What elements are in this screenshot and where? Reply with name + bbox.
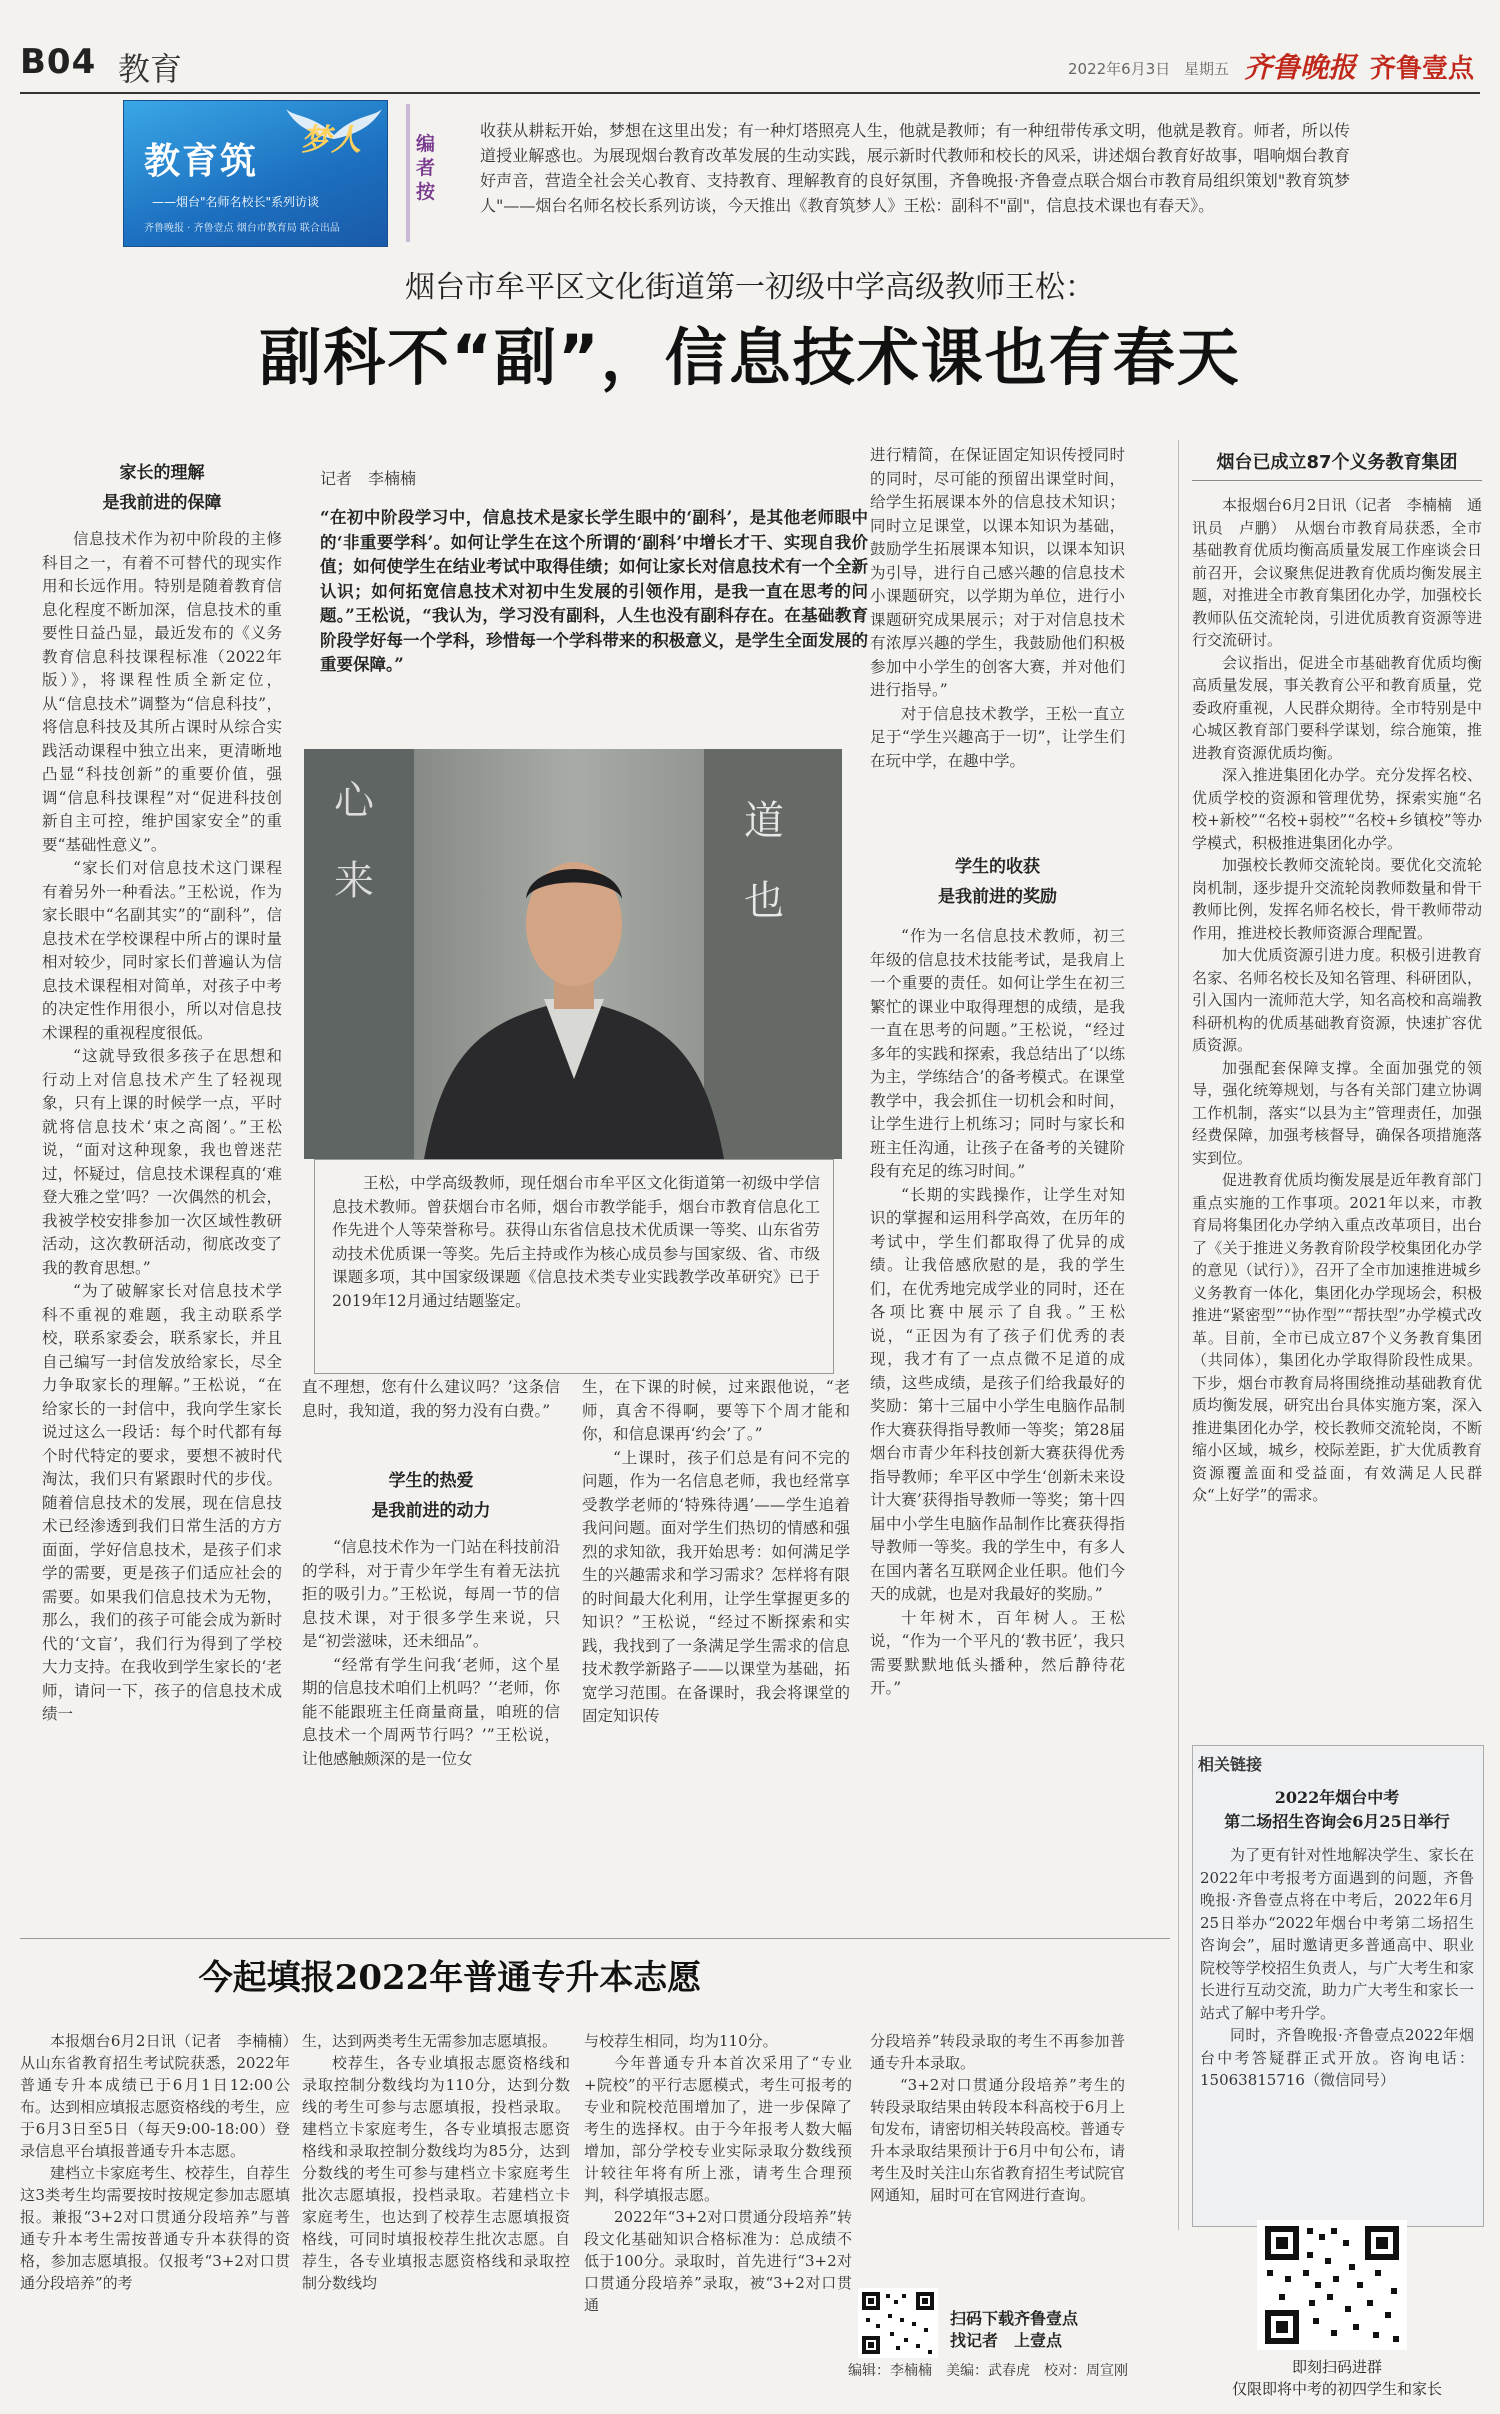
article2-column-2: [302, 2030, 570, 2370]
article-column-1: [42, 528, 282, 1903]
paragraph: “经常有学生问我‘老师，这个星期的信息技术咱们上机吗？’‘老师，你能不能跟班主任商量商量，咱班的信息技术一个周两节行吗？’”王松说，让他感触颇深的是一位女: [302, 1655, 560, 1768]
article-kicker: 烟台市牟平区文化街道第一初级中学高级教师王松：: [405, 270, 1095, 305]
paragraph: 会议指出，促进全市基础教育优质均衡高质量发展，事关教育公平和教育质量，党委政府重视，人民群众期待。全市特别是中心城区教育部门要科学谋划，综合施策，推进教育资源优质均衡。: [1192, 653, 1482, 762]
scan-download-subtitle: 找记者 上壹点: [950, 2331, 1063, 2350]
paragraph: 本报烟台6月2日讯（记者 李楠楠 通讯员 卢鹏） 从烟台市教育局获悉，全市基础教育优质均衡高质量发展工作座谈会日前召开，会议聚焦促进教育优质均衡发展主题，对推进全市教育集团化办学，加强校长教师队伍交流轮岗，引进优质教育资源等进行交流研讨。: [1192, 496, 1482, 649]
article-column-4a: [870, 444, 1125, 844]
header-rule: [20, 92, 1480, 94]
issue-weekday: 星期五: [1184, 60, 1230, 78]
series-banner: [123, 100, 388, 247]
paragraph: 为了更有针对性地解决学生、家长在2022年中考报考方面遇到的问题，齐鲁晚报·齐鲁壹点将在中考后，2022年6月25日举办“2022年烟台中考第二场招生咨询会”，届时邀请更多普通高中、职业院校等学校招生负责人，与广大考生和家长进行互动交流，助力广大考生和家长一站式了解中考升学。: [1200, 1846, 1474, 2022]
col2-subhead-1: 学生的热爱: [388, 1471, 474, 1491]
paragraph: “3+2对口贯通分段培养”考生的转段录取结果由转段本科高校于6月上旬发布，请密切相关转段高校。普通专升本录取结果预计于6月中旬公布，请考生及时关注山东省教育招生考试院官网通知，届时可在官网进行查询。: [870, 2076, 1126, 2204]
portrait-photo: [304, 749, 842, 1159]
paragraph: 深入推进集团化办学。充分发挥名校、优质学校的资源和管理优势，探索实施“名校+新校”“名校+弱校”“名校+乡镇校”等办学模式，积极推进集团化办学。: [1192, 766, 1482, 852]
paragraph: 2022年“3+2对口贯通分段培养”转段文化基础知识合格标准为：总成绩不低于100分。录取时，首先进行“3+2对口贯通分段培养”录取，被“3+2对口贯通: [584, 2208, 852, 2314]
article2-rule: [20, 1938, 1170, 1939]
col4-subhead-2: 是我前进的奖励: [938, 887, 1057, 907]
article2-column-3: [584, 2030, 852, 2370]
paragraph: 生，达到两类考生无需参加志愿填报。: [302, 2032, 558, 2050]
paragraph: 进行精简，在保证固定知识传授同时的同时，尽可能的预留出课堂时间，给学生拓展课本外的信息技术知识；同时立足课堂，以课本知识为基础，鼓励学生拓展课本知识，以课本知识为引导，进行自己感兴趣的信息技术小课题研究，以学期为单位，进行小课题研究成果展示；对于对信息技术有浓厚兴趣的学生，我鼓励他们积极参加中小学生的创客大赛，并对他们进行指导。”: [870, 446, 1125, 699]
article2-column-4: [870, 2030, 1125, 2280]
paragraph: “信息技术作为一门站在科技前沿的学科，对于青少年学生有着无法抗拒的吸引力。”王松说，每周一节的信息技术课，对于很多学生来说，只是“初尝滋味，还未细品”。: [302, 1538, 560, 1650]
lead-paragraph: “在初中阶段学习中，信息技术是家长学生眼中的‘副科’，是其他老师眼中的‘非重要学科’。如何让学生在这个所谓的‘副科’中增长才干、实现自我价值；如何使学生在结业考试中取得佳绩；如何让家长对信息技术有一个全新认识；如何拓宽信息技术对初中生发展的引领作用，是我一直在思考的问题。”王松说，“我认为，学习没有副科，人生也没有副科存在。在基础教育阶段学好每一个学科，珍惜每一个学科带来的积极意义，是学生全面发展的重要保障。”: [320, 508, 868, 674]
paragraph: 加强校长教师交流轮岗。要优化交流轮岗机制，逐步提升交流轮岗教师数量和骨干教师比例，发挥名师名校长，骨干教师带动作用，推进校长教师资源合理配置。: [1192, 856, 1482, 942]
paragraph: “为了破解家长对信息技术学科不重视的难题，我主动联系学校，联系家委会，联系家长，并且自己编写一封信发放给家长，尽全力争取家长的理解。”王松说，“在给家长的一封信中，我向学生家长说过这么一段话：每个时代都有每个时代特定的要求，要想不被时代淘汰，我们只有紧跟时代的步伐。随着信息技术的发展，现在信息技术已经渗透到我们日常生活的方方面面，学好信息技术，是孩子们求学的需要，更是孩子们适应社会的需要。如果我们信息技术为无物，那么，我们的孩子可能会成为新时代的‘文盲’，我们行为得到了学校大力支持。在我收到学生家长的‘老师，请问一下，孩子的信息技术成绩一: [42, 1282, 282, 1723]
sidebar-title-rule: [1192, 480, 1482, 481]
banner-subtitle: ——烟台"名师名校长"系列访谈: [152, 195, 320, 209]
paragraph: 直不理想，您有什么建议吗？’这条信息时，我知道，我的努力没有白费。”: [302, 1378, 560, 1420]
paragraph: 与校荐生相同，均为110分。: [584, 2032, 778, 2050]
col1-subhead-1: 家长的理解: [119, 463, 205, 483]
sidebar-article: [1192, 494, 1482, 1739]
article2-column-1: [20, 2030, 306, 2370]
banner-title-accent: 梦人: [301, 123, 361, 158]
paragraph: “家长们对信息技术这门课程有着另外一种看法。”王松说，作为家长眼中“名副其实”的“副科”，信息技术在学校课程中所占的课时量相对较少，同时家长们普遍认为信息技术课程相对简单，对孩子中考的决定性作用很小，所以对信息技术课程的重视程度很低。: [42, 859, 282, 1042]
related-title-2: 第二场招生咨询会6月25日举行: [1224, 1812, 1450, 1831]
paragraph: 信息技术作为初中阶段的主修科目之一，有着不可替代的现实作用和长远作用。特别是随着教育信息化程度不断加深，信息技术的重要性日益凸显，最近发布的《义务教育信息科技课程标准（2022年版）》，将课程性质全新定位，从“信息技术”调整为“信息科技”，将信息科技及其所占课时从综合实践活动课程中独立出来，更清晰地凸显“科技创新”的重要价值，强调“信息科技课程”对“促进科技创新自主可控，维护国家安全”的重要“基础性意义”。: [42, 530, 282, 854]
qr-caption-2: 仅限即将中考的初四学生和家长: [1231, 2380, 1442, 2398]
paragraph: 分段培养”转段录取的考生不再参加普通专升本录取。: [870, 2032, 1125, 2072]
issue-date: 2022年6月3日: [1068, 60, 1171, 78]
paragraph: 促进教育优质均衡发展是近年教育部门重点实施的工作事项。2021年以来，市教育局将集团化办学纳入重点改革项目，出台了《关于推进义务教育阶段学校集团化办学的意见（试行）》，召开了全市加速推进城乡义务教育一体化，集团化办学现场会，积极推进“紧密型”“协作型”“帮扶型”办学模式改革。目前，全市已成立87个义务教育集团（共同体），集团化办学取得阶段性成果。下步，烟台市教育局将围绕推动基础教育优质均衡发展，研究出台具体实施方案，深入推进集团化办学，校长教师交流轮岗，不断缩小区域，城乡，校际差距，扩大优质教育资源覆盖面和受益面，有效满足人民群众“上好学”的需求。: [1192, 1171, 1482, 1504]
app-download-qr-code[interactable]: [858, 2288, 938, 2358]
article2-headline: 今起填报2022年普通专升本志愿: [198, 1958, 702, 1998]
related-text: [1200, 1844, 1474, 2094]
col1-subhead-2: 是我前进的保障: [102, 493, 222, 513]
wall-char: 道: [744, 798, 784, 844]
paragraph: 本报烟台6月2日讯（记者 李楠楠） 从山东省教育招生考试院获悉，2022年普通专升本成绩已于6月1日12:00公布。达到相应填报志愿资格线的考生，应于6月3日至5日（每天9:00-18:00）登录信息平台填报普通专升本志愿。: [20, 2032, 306, 2160]
sidebar-divider: [1178, 440, 1179, 2230]
article-column-2b: [302, 1536, 560, 1916]
paragraph: 对于信息技术教学，王松一直立足于“学生兴趣高于一切”，让学生们在玩中学，在趣中学。: [870, 704, 1125, 770]
page-number: B04: [20, 42, 97, 82]
banner-title: 教育筑: [144, 141, 259, 182]
article-headline: 副科不“副”，信息技术课也有春天: [259, 321, 1241, 394]
paragraph: “上课时，孩子们总是有问不完的问题，作为一名信息老师，我也经常享受教学老师的‘特殊待遇’——学生追着我问问题。面对学生们热切的情感和强烈的求知欲，我开始思考：如何满足学生的兴趣需求和学习需求？怎样将有限的时间最大化利用，让学生掌握更多的知识？”王松说，“经过不断探索和实践，我找到了一条满足学生需求的信息技术教学新路子——以课堂为基础，拓宽学习范围。在备课时，我会将课堂的固定知识传: [582, 1448, 850, 1725]
paragraph: “长期的实践操作，让学生对知识的掌握和运用科学高效，在历年的考试中，学生们都取得了优异的成绩。让我倍感欣慰的是，我的学生们，在优秀地完成学业的同时，还在各项比赛中展示了自我。”王松说，“正因为有了孩子们优秀的表现，我才有了一点点微不足道的成绩，这些成绩，是孩子们给我最好的奖励：第十三届中小学生电脑作品制作大赛获得指导教师一等奖；第28届烟台市青少年科技创新大赛获得优秀指导教师；牟平区中学生‘创新未来设计大赛’获得指导教师一等奖；第十四届中小学生电脑作品制作比赛获得指导教师一等奖。我的学生中，有多人在国内著名互联网企业任职。他们今天的成就，也是对我最好的奖励。”: [870, 1185, 1125, 1603]
paragraph: 建档立卡家庭考生、校荐生，自荐生这3类考生均需要按时按规定参加志愿填报。兼报“3+2对口贯通分段培养”与普通专升本考生需按普通专升本获得的资格，参加志愿填报。仅报考“3+2对口贯通分段培养”的考: [20, 2164, 291, 2292]
related-link-tag: 相关链接: [1198, 1755, 1263, 1774]
sidebar-title: 烟台已成立87个义务教育集团: [1216, 452, 1458, 473]
scan-download-title: 扫码下载齐鲁壹点: [950, 2309, 1079, 2328]
qr-caption-1: 即刻扫码进群: [1291, 2358, 1382, 2376]
paragraph: 校荐生，各专业填报志愿资格线和录取控制分数线均为110分，达到分数线的考生可参与志愿填报，投档录取。建档立卡家庭考生，各专业填报志愿资格线和录取控制分数线均为85分，达到分数线的考生可参与建档立卡家庭考生批次志愿填报，投档录取。若建档立卡家庭考生，也达到了校荐生志愿填报资格线，可同时填报校荐生批次志愿。自荐生，各专业填报志愿资格线和录取控制分数线均: [302, 2054, 570, 2292]
wechat-group-qr-code[interactable]: [1257, 2220, 1407, 2350]
paragraph: 十年树木，百年树人。王松说，“作为一个平凡的‘教书匠’，我只需要默默地低头播种，然后静待花开。”: [870, 1608, 1125, 1697]
banner-footer: 齐鲁晚报 · 齐鲁壹点 烟台市教育局 联合出品: [144, 223, 340, 234]
col4-subhead-1: 学生的收获: [955, 857, 1040, 877]
paragraph: 同时，齐鲁晚报·齐鲁壹点2022年烟台中考答疑群正式开放。咨询电话：15063815716（微信同号）: [1200, 2026, 1474, 2089]
related-title-1: 2022年烟台中考: [1274, 1788, 1400, 1807]
paragraph: “作为一名信息技术教师，初三年级的信息技术技能考试，是我肩上一个重要的责任。如何让学生在初三繁忙的课业中取得理想的成绩，是我一直在思考的问题。”王松说，“经过多年的实践和探索，我总结出了‘以练为主，学练结合’的备考模式。在课堂教学中，我会抓住一切机会和时间，让学生进行上机练习；同时与家长和班主任沟通，让孩子在备考的关键阶段有充足的练习时间。”: [870, 927, 1125, 1180]
paragraph: 生，在下课的时候，过来跟他说，“老师，真舍不得啊，要等下个周才能和你，和信息课再‘约会’了。”: [582, 1378, 850, 1443]
section-name: 教育: [118, 50, 183, 88]
paragraph: 今年普通专升本首次采用了“专业+院校”的平行志愿模式，考生可报考的专业和院校范围增加了，进一步保障了考生的选择权。由于今年报考人数大幅增加，部分学校专业实际录取分数线预计较往年将有所上涨，请考生合理预判，科学填报志愿。: [584, 2054, 852, 2204]
editor-note-text: 收获从耕耘开始，梦想在这里出发；有一种灯塔照亮人生，他就是教师；有一种纽带传承文明，他就是教育。师者，所以传道授业解惑也。为展现烟台教育改革发展的生动实践，展示新时代教师和校长的风采，讲述烟台教育好故事，唱响烟台教育好声音，营造全社会关心教育、支持教育、理解教育的良好氛围，齐鲁晚报·齐鲁壹点联合烟台市教育局组织策划"教育筑梦人"——烟台名师名校长系列访谈，今天推出《教育筑梦人》王松：副科不"副"，信息技术课也有春天》。: [480, 121, 1350, 215]
article-column-4b: [870, 925, 1125, 1915]
wall-char: 心: [334, 778, 374, 824]
wall-char: 也: [744, 878, 784, 924]
paragraph: “这就导致很多孩子在思想和行动上对信息技术产生了轻视现象，只有上课的时候学一点，平时就将信息技术‘束之高阁’。”王松说，“面对这种现象，我也曾迷茫过，怀疑过，信息技术课程真的‘难登大雅之堂’吗？一次偶然的机会，我被学校安排参加一次区域性教研活动，这次教研活动，彻底改变了我的教育思想。”: [42, 1047, 282, 1277]
editor-note-label: 编者按: [416, 133, 436, 203]
photo-caption: 王松，中学高级教师，现任烟台市牟平区文化街道第一初级中学信息技术教师。曾获烟台市名师，烟台市教学能手，烟台市教育信息化工作先进个人等荣誉称号。获得山东省信息技术优质课一等奖、山东省劳动技术优质课一等奖。先后主持或作为核心成员参与国家级、省、市级课题多项，其中国家级课题《信息技术类专业实践教学改革研究》已于2019年12月通过结题鉴定。: [332, 1174, 820, 1310]
paragraph: 加大优质资源引进力度。积极引进教育名家、名师名校长及知名管理、科研团队，引入国内一流师范大学，知名高校和高端教科研机构的优质基础教育资源，快速扩容优质资源。: [1192, 946, 1482, 1054]
wall-char: 来: [334, 858, 374, 904]
paragraph: 加强配套保障支撑。全面加强党的领导，强化统筹规划，与各有关部门建立协调工作机制，落实“以县为主”管理责任，加强经费保障，加强考核督导，确保各项措施落实到位。: [1192, 1058, 1482, 1167]
article-column-3: [582, 1376, 850, 1916]
byline: 记者 李楠楠: [320, 469, 417, 488]
page-credits: 编辑：李楠楠 美编：武春虎 校对：周宣刚: [848, 2363, 1128, 2379]
article-column-2a: [302, 1376, 560, 1451]
newspaper-logo: 齐鲁晚报: [1244, 51, 1357, 84]
app-logo: 齐鲁壹点: [1370, 54, 1475, 84]
col2-subhead-2: 是我前进的动力: [371, 1501, 491, 1521]
